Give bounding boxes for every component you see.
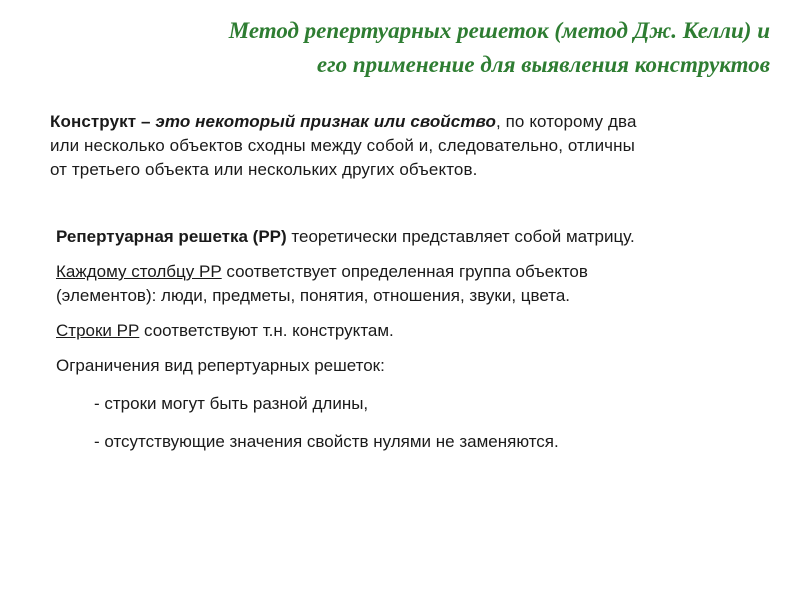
grid-term: Репертуарная решетка (РР) (56, 227, 287, 246)
columns-line-2: (элементов): люди, предметы, понятия, отношения, звуки, цвета. (56, 286, 571, 305)
definition-line-2: или несколько объектов сходны между собой и, следовательно, отличны (50, 136, 635, 155)
columns-term: Каждому столбцу РР (56, 262, 222, 281)
rows-term: Строки РР (56, 321, 140, 340)
paragraph-grid-definition (56, 225, 756, 249)
limitation-bullet-1: - строки могут быть разной длины, (94, 394, 369, 413)
definition-italic: это некоторый признак или свойство (150, 112, 496, 131)
columns-line-1 (56, 262, 588, 281)
definition-term: Конструкт – (50, 112, 151, 131)
paragraph-rows (56, 319, 756, 343)
title-line-1: Метод репертуарных решеток (метод Дж. Келли) и (228, 18, 770, 43)
paragraph-limitations: Ограничения вид репертуарных решеток: (56, 356, 385, 375)
paragraph-columns (56, 260, 756, 308)
columns-rest: соответствует определенная группа объектов (221, 262, 588, 281)
limitation-bullet-2: - отсутствующие значения свойств нулями не заменяются. (94, 432, 559, 451)
rows-rest: соответствуют т.н. конструктам. (139, 321, 394, 340)
grid-definition-rest: теоретически представляет собой матрицу. (286, 227, 635, 246)
definition-rest: , по которому два (495, 112, 637, 131)
definition-line-3: от третьего объекта или нескольких других объектов. (50, 160, 478, 179)
construct-definition (50, 110, 750, 182)
title-line-2: его применение для выявления конструктов (316, 52, 770, 77)
grid-description (56, 225, 756, 468)
definition-line-1 (50, 110, 750, 134)
slide-title (120, 14, 770, 82)
